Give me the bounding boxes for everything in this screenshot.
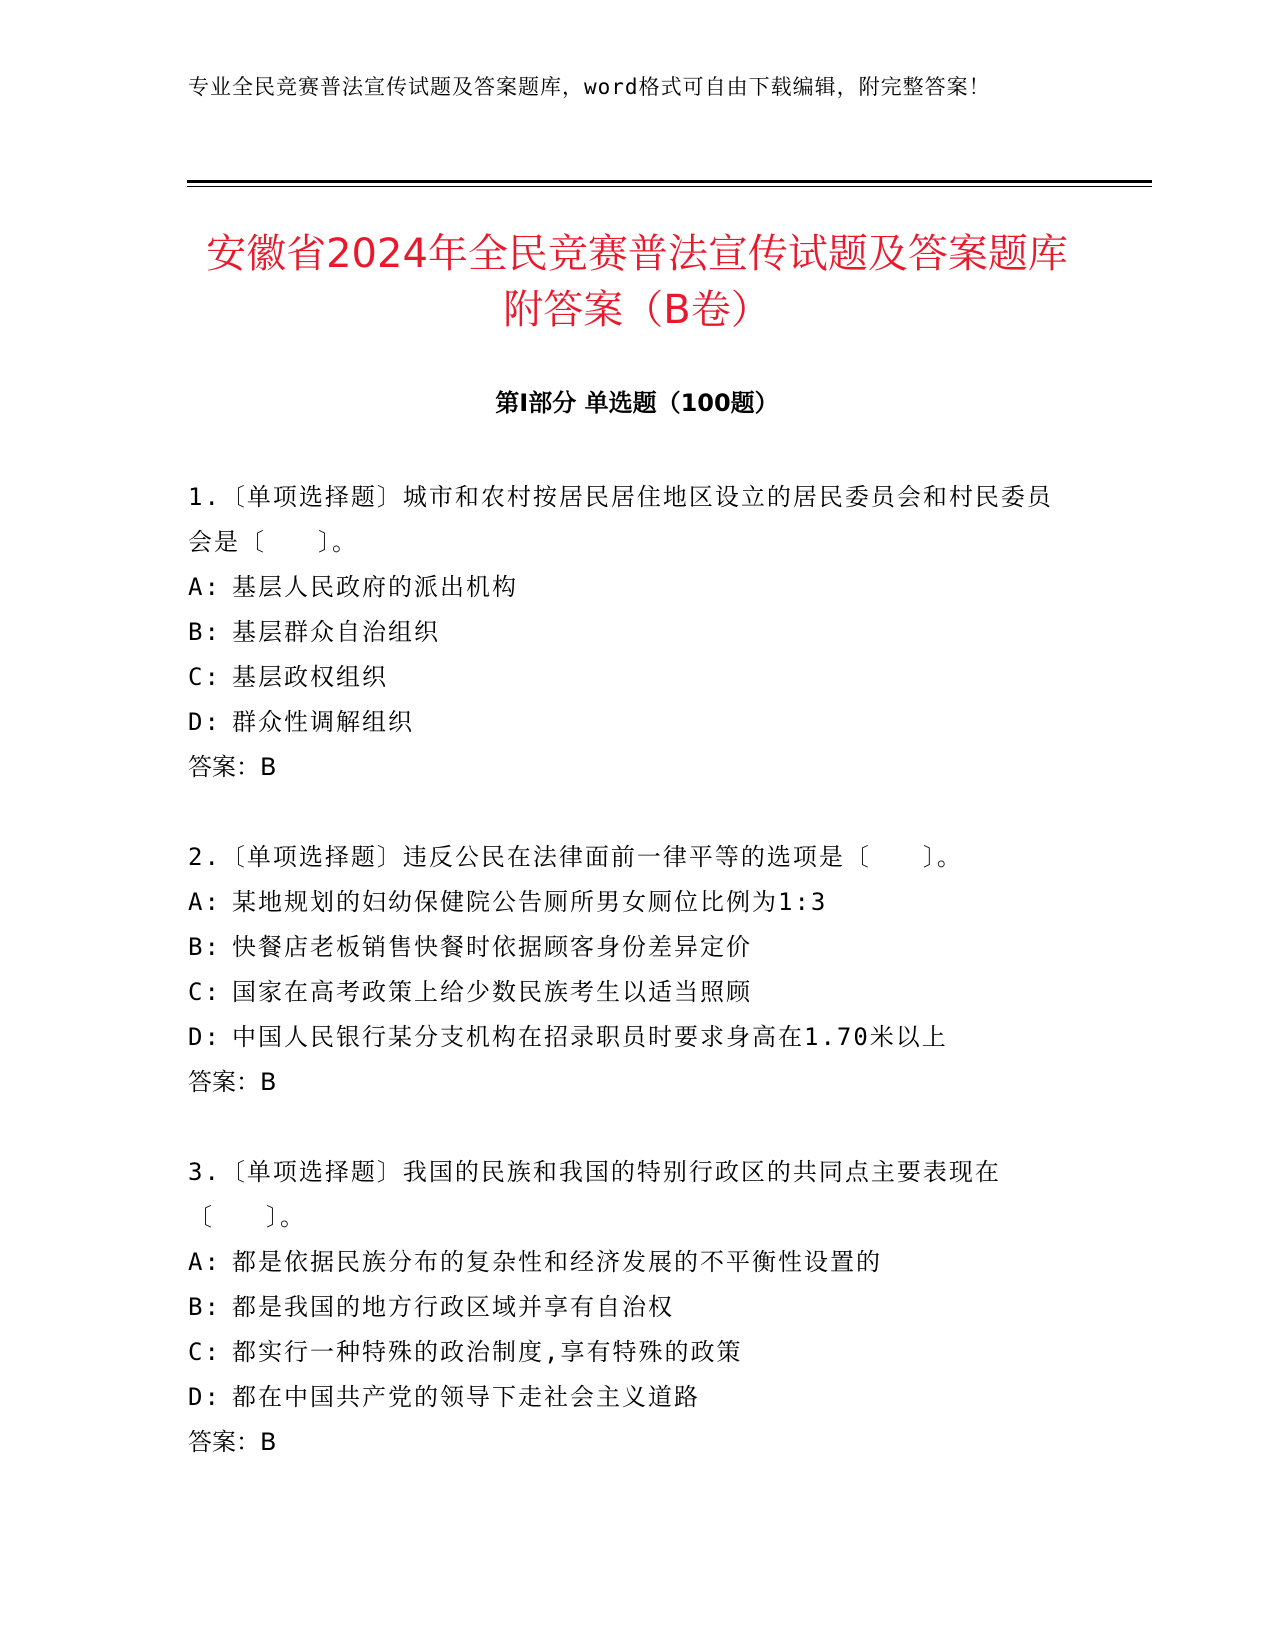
- option-d: [188, 1375, 1068, 1420]
- option-a: [188, 565, 1068, 610]
- option-letter: B:: [188, 933, 221, 961]
- header-rule-thin: [187, 186, 1152, 187]
- option-text: 中国人民银行某分支机构在招录职员时要求身高在1.70米以上: [232, 1023, 948, 1051]
- option-text: 都实行一种特殊的政治制度,享有特殊的政策: [232, 1338, 743, 1366]
- option-text: 群众性调解组织: [232, 708, 414, 736]
- answer: 答案：B: [188, 753, 277, 781]
- option-letter: A:: [188, 1248, 221, 1276]
- option-letter: C:: [188, 663, 221, 691]
- question-stem: 1.〔单项选择题〕城市和农村按居民居住地区设立的居民委员会和村民委员会是〔 〕。: [188, 483, 1053, 556]
- option-letter: C:: [188, 978, 221, 1006]
- question-stem: 3.〔单项选择题〕我国的民族和我国的特别行政区的共同点主要表现在〔 〕。: [188, 1158, 1001, 1231]
- option-text: 基层人民政府的派出机构: [232, 573, 518, 601]
- option-c: [188, 970, 1068, 1015]
- question-1: [188, 475, 1068, 790]
- option-letter: A:: [188, 573, 221, 601]
- option-a: [188, 1240, 1068, 1285]
- option-b: [188, 610, 1068, 655]
- option-letter: D:: [188, 1023, 221, 1051]
- option-text: 国家在高考政策上给少数民族考生以适当照顾: [232, 978, 752, 1006]
- option-text: 都是我国的地方行政区域并享有自治权: [232, 1293, 674, 1321]
- question-stem: 2.〔单项选择题〕违反公民在法律面前一律平等的选项是〔 〕。: [188, 843, 963, 871]
- option-text: 基层政权组织: [232, 663, 388, 691]
- question-list: [188, 475, 1068, 1510]
- option-text: 都在中国共产党的领导下走社会主义道路: [232, 1383, 700, 1411]
- option-d: [188, 1015, 1068, 1060]
- question-3: [188, 1150, 1068, 1465]
- option-text: 基层群众自治组织: [232, 618, 440, 646]
- option-text: 某地规划的妇幼保健院公告厕所男女厕位比例为1:3: [232, 888, 828, 916]
- option-b: [188, 925, 1068, 970]
- option-a: [188, 880, 1068, 925]
- header-rule-thick: [187, 180, 1152, 183]
- option-letter: D:: [188, 1383, 221, 1411]
- option-b: [188, 1285, 1068, 1330]
- option-c: [188, 655, 1068, 700]
- option-text: 都是依据民族分布的复杂性和经济发展的不平衡性设置的: [232, 1248, 882, 1276]
- option-letter: D:: [188, 708, 221, 736]
- option-text: 快餐店老板销售快餐时依据顾客身份差异定价: [232, 933, 752, 961]
- option-letter: B:: [188, 1293, 221, 1321]
- option-letter: A:: [188, 888, 221, 916]
- question-2: [188, 835, 1068, 1105]
- document-title: 安徽省2024年全民竞赛普法宣传试题及答案题库附答案（B卷）: [206, 231, 1068, 333]
- answer: 答案：B: [188, 1068, 277, 1096]
- option-d: [188, 700, 1068, 745]
- answer: 答案：B: [188, 1428, 277, 1456]
- option-letter: C:: [188, 1338, 221, 1366]
- section-title: 第Ⅰ部分 单选题（100题）: [495, 389, 779, 417]
- option-c: [188, 1330, 1068, 1375]
- header-note: 专业全民竞赛普法宣传试题及答案题库，word格式可自由下载编辑，附完整答案！: [188, 75, 991, 99]
- option-letter: B:: [188, 618, 221, 646]
